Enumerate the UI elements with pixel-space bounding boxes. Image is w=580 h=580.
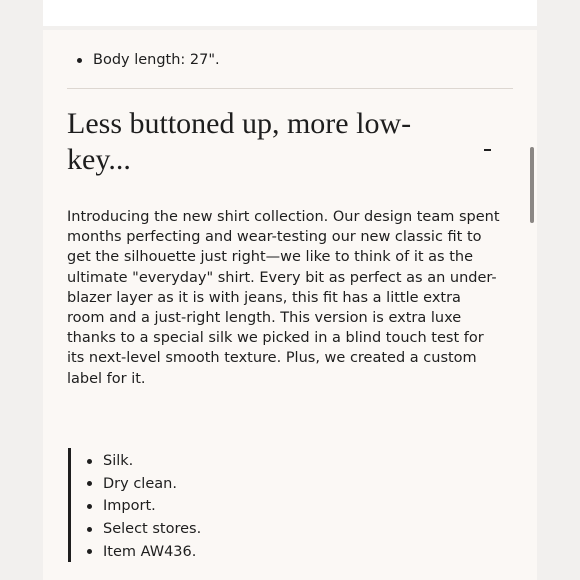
- product-description: Introducing the new shirt collection. Our design team spent months perfecting and wear-testing our new classic fit to get the silhouette just right—we like to think of it as the ultimate "everyday" shirt. Every bit as perfect as an under-blazer layer as it is with jeans, this fit has a little extra room and a just-right length. This version is extra luxe thanks to a special silk we picked in a blind touch test for its next-level smooth texture. Plus, we created a custom label for it.: [67, 209, 500, 387]
- detail-text: Silk.: [103, 453, 134, 470]
- bullet-icon: [77, 58, 82, 63]
- bullet-icon: [87, 527, 92, 532]
- detail-text: Import.: [103, 498, 156, 515]
- minus-icon: [484, 149, 491, 151]
- details-list-block: [68, 448, 371, 562]
- bullet-icon: [87, 504, 92, 509]
- bullet-icon: [87, 459, 92, 464]
- scrollbar-thumb[interactable]: [530, 147, 534, 223]
- list-item: [87, 473, 201, 496]
- collapse-toggle-button[interactable]: [481, 138, 495, 160]
- top-card: [43, 0, 537, 26]
- list-item: [87, 540, 201, 563]
- bullet-icon: [87, 481, 92, 486]
- section-heading: Less buttoned up, more low-key...: [67, 107, 412, 176]
- divider: [67, 88, 513, 89]
- body-length-text: Body length: 27".: [93, 52, 220, 68]
- list-item: [87, 518, 201, 541]
- detail-text: Item AW436.: [103, 543, 197, 560]
- list-item: [77, 52, 220, 68]
- detail-text: Select stores.: [103, 521, 202, 538]
- bullet-icon: [87, 549, 92, 554]
- list-item: [87, 450, 201, 473]
- detail-text: Dry clean.: [103, 475, 177, 492]
- product-details-panel: [43, 30, 537, 580]
- list-item: [87, 495, 201, 518]
- details-list: [87, 450, 201, 563]
